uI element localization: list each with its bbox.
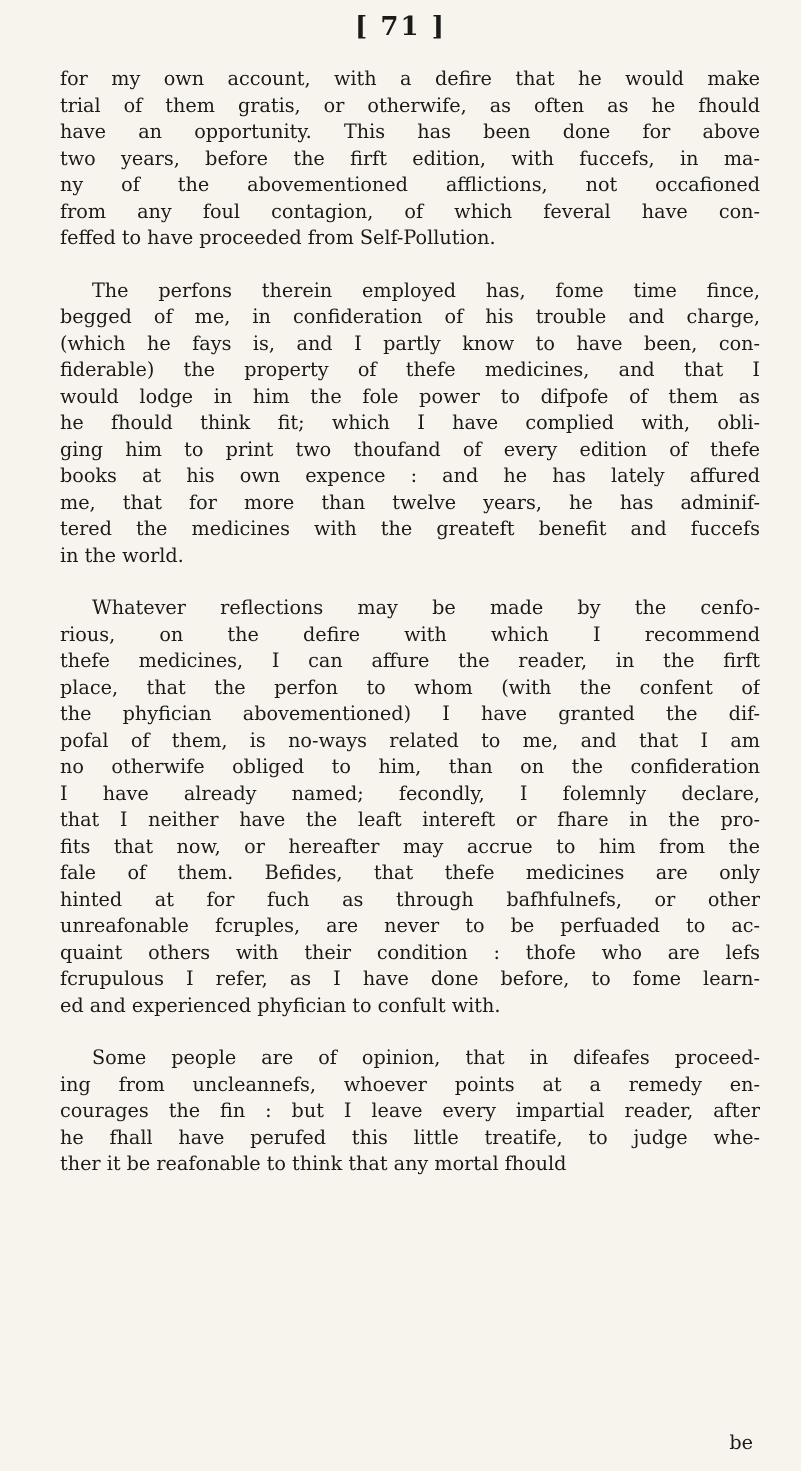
text-line: he fhall have perufed this little treatife, to judge whe- <box>60 1125 760 1149</box>
text-line: (which he fays is, and I partly know to have been, con- <box>60 331 760 355</box>
text-line: pofal of them, is no-ways related to me, and that I am <box>60 728 760 752</box>
text-line: would lodge in him the fole power to difpofe of them as <box>60 384 760 408</box>
paragraph <box>60 278 760 570</box>
text-line: trial of them gratis, or otherwife, as often as he fhould <box>60 93 760 117</box>
text-line: begged of me, in confideration of his trouble and charge, <box>60 305 760 328</box>
paragraph <box>60 595 760 1019</box>
page-number: [ 71 ] <box>355 12 446 42</box>
text-line: that I neither have the leaft intereft or fhare in the pro- <box>60 808 760 831</box>
text-line: rious, on the defire with which I recommend <box>60 622 760 646</box>
text-line: ther it be reafonable to think that any mortal fhould <box>60 1152 567 1175</box>
text-line: Some people are of opinion, that in difeafes proceed- <box>92 1046 760 1069</box>
text-line: no otherwife obliged to him, than on the confideration <box>60 755 760 778</box>
text-line: unreafonable fcruples, are never to be perfuaded to ac- <box>60 914 760 937</box>
catchword: be <box>729 1431 753 1454</box>
text-line: the phyfician abovementioned) I have granted the dif- <box>60 702 760 725</box>
text-line: thefe medicines, I can affure the reader, in the firft <box>60 649 760 672</box>
text-line: The perfons therein employed has, fome time fince, <box>92 278 760 302</box>
paragraph <box>60 66 760 252</box>
text-line: ny of the abovementioned afflictions, not occafioned <box>60 173 760 196</box>
text-line: ging him to print two thoufand of every edition of thefe <box>60 437 760 461</box>
text-line: ed and experienced phyfician to confult with. <box>60 993 501 1017</box>
text-line: ing from uncleannefs, whoever points at a remedy en- <box>60 1072 760 1096</box>
text-line: Whatever reflections may be made by the cenfo- <box>92 596 760 619</box>
paragraph <box>60 1045 760 1178</box>
text-line: he fhould think fit; which I have complied with, obli- <box>60 411 760 434</box>
text-line: quaint others with their condition : thofe who are lefs <box>60 940 760 964</box>
text-line: hinted at for fuch as through bafhfulnefs, or other <box>60 887 760 911</box>
text-line: courages the fin : but I leave every impartial reader, after <box>60 1099 760 1122</box>
text-line: books at his own expence : and he has lately affured <box>60 464 760 487</box>
text-line: have an opportunity. This has been done for above <box>60 120 760 143</box>
text-line: feffed to have proceeded from Self-Pollution. <box>60 226 496 249</box>
text-line: tered the medicines with the greateft benefit and fuccefs <box>60 517 760 540</box>
text-line: two years, before the firft edition, with fuccefs, in ma- <box>60 146 760 170</box>
text-line: fale of them. Befides, that thefe medicines are only <box>60 861 760 884</box>
text-line: me, that for more than twelve years, he has adminif- <box>60 490 760 514</box>
text-line: place, that the perfon to whom (with the confent of <box>60 675 760 699</box>
text-line: fiderable) the property of thefe medicines, and that I <box>60 358 760 381</box>
text-line: I have already named; fecondly, I folemnly declare, <box>60 781 760 805</box>
text-line: from any foul contagion, of which feveral have con- <box>60 199 760 223</box>
body-text <box>60 66 760 1204</box>
text-line: for my own account, with a defire that he would make <box>60 67 760 90</box>
text-line: fcrupulous I refer, as I have done before, to fome learn- <box>60 967 760 990</box>
text-line: in the world. <box>60 543 184 567</box>
text-line: fits that now, or hereafter may accrue to him from the <box>60 834 760 858</box>
